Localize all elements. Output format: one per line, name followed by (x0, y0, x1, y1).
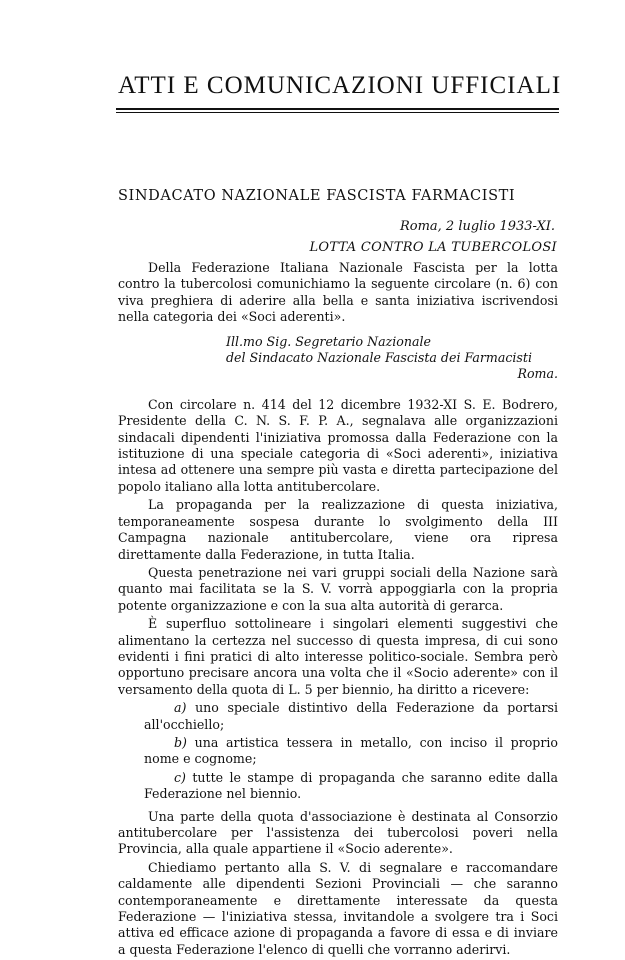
list-text: uno speciale distintivo della Federazione da portarsi all'occhiello; (144, 700, 558, 732)
list-text: tutte le stampe di propaganda che saranno edite dalla Federazione nel biennio. (144, 769, 558, 802)
list-item (118, 700, 558, 733)
list-marker: b) (174, 734, 187, 750)
title-rule-thick (116, 108, 559, 110)
paragraph-1: Con circolare n. 414 del 12 dicembre 1932-XI S. E. Bodrero, Presidente della C. N. S. F. P. A., segnalava alle organizzazioni sindacali dipendenti l'iniziativa promossa dalla Federazione con la istituzione di una speciale categoria di «Soci aderenti», iniziativa intesa ad ottenere una sempre più vasta e diretta partecipazione del popolo italiano alla lotta antitubercolare. (118, 396, 558, 494)
paragraph-6: Chiediamo pertanto alla S. V. di segnalare e raccomandare caldamente alle dipendenti Sezioni Provinciali — che saranno contemporaneamente e direttamente interessate da questa Federazione — l'iniziativa stessa, invitandole a svolgere tra i Soci attiva ed efficace azione di propaganda a favore di essa e di inviare a questa Federazione l'elenco di quelli che vorranno aderirvi. (118, 859, 558, 957)
list-marker: a) (174, 700, 187, 716)
paragraph-3: Questa penetrazione nei vari gruppi sociali della Nazione sarà quanto mai facilitata se la S. V. vorrà appoggiarla con la propria potente organizzazione e con la sua alta autorità di gerarca. (118, 564, 558, 613)
body-text (118, 260, 558, 960)
addressee-city: Roma. (517, 366, 558, 382)
dateline: Roma, 2 luglio 1933-XI. (399, 219, 555, 234)
title-rule-thin (116, 112, 559, 113)
list-item (118, 770, 558, 803)
paragraph-2: La propaganda per la realizzazione di questa iniziativa, temporaneamente sospesa durante lo svolgimento della III Campagna nazionale antitubercolare, viene ora ripresa direttamente dalla Federazione, in tutta Italia. (118, 497, 558, 562)
section-heading: SINDACATO NAZIONALE FASCISTA FARMACISTI (118, 188, 516, 204)
section-subheading: LOTTA CONTRO LA TUBERCOLOSI (309, 240, 557, 255)
paragraph-4: È superfluo sottolineare i singolari elementi suggestivi che alimentano la certezza nel successo di questa impresa, di cui sono evidenti i fini pratici di alto interesse politico-sociale. Sembra però opportuno precisare ancora una volta che il «Socio aderente» con il versamento della quota di L. 5 per biennio, ha diritto a ricevere: (118, 616, 558, 697)
entitlement-list (118, 700, 558, 802)
addressee-block (118, 334, 558, 383)
addressee-line-1: Ill.mo Sig. Segretario Nazionale (226, 333, 431, 349)
paragraph-5: Una parte della quota d'associazione è destinata al Consorzio antitubercolare per l'assistenza dei tubercolosi poveri nella Provincia, alla quale appartiene il «Socio aderente». (118, 808, 558, 857)
intro-paragraph: Della Federazione Italiana Nazionale Fascista per la lotta contro la tubercolosi comunichiamo la seguente circolare (n. 6) con viva preghiera di aderire alla bella e santa iniziativa iscrivendosi nella categoria dei «Soci aderenti». (118, 260, 558, 325)
list-text: una artistica tessera in metallo, con inciso il proprio nome e cognome; (144, 734, 558, 767)
list-marker: c) (174, 769, 186, 785)
list-item (118, 735, 558, 768)
page-title: ATTI E COMUNICAZIONI UFFICIALI (118, 72, 562, 99)
addressee-line-2: del Sindacato Nazionale Fascista dei Farmacisti (226, 350, 532, 366)
